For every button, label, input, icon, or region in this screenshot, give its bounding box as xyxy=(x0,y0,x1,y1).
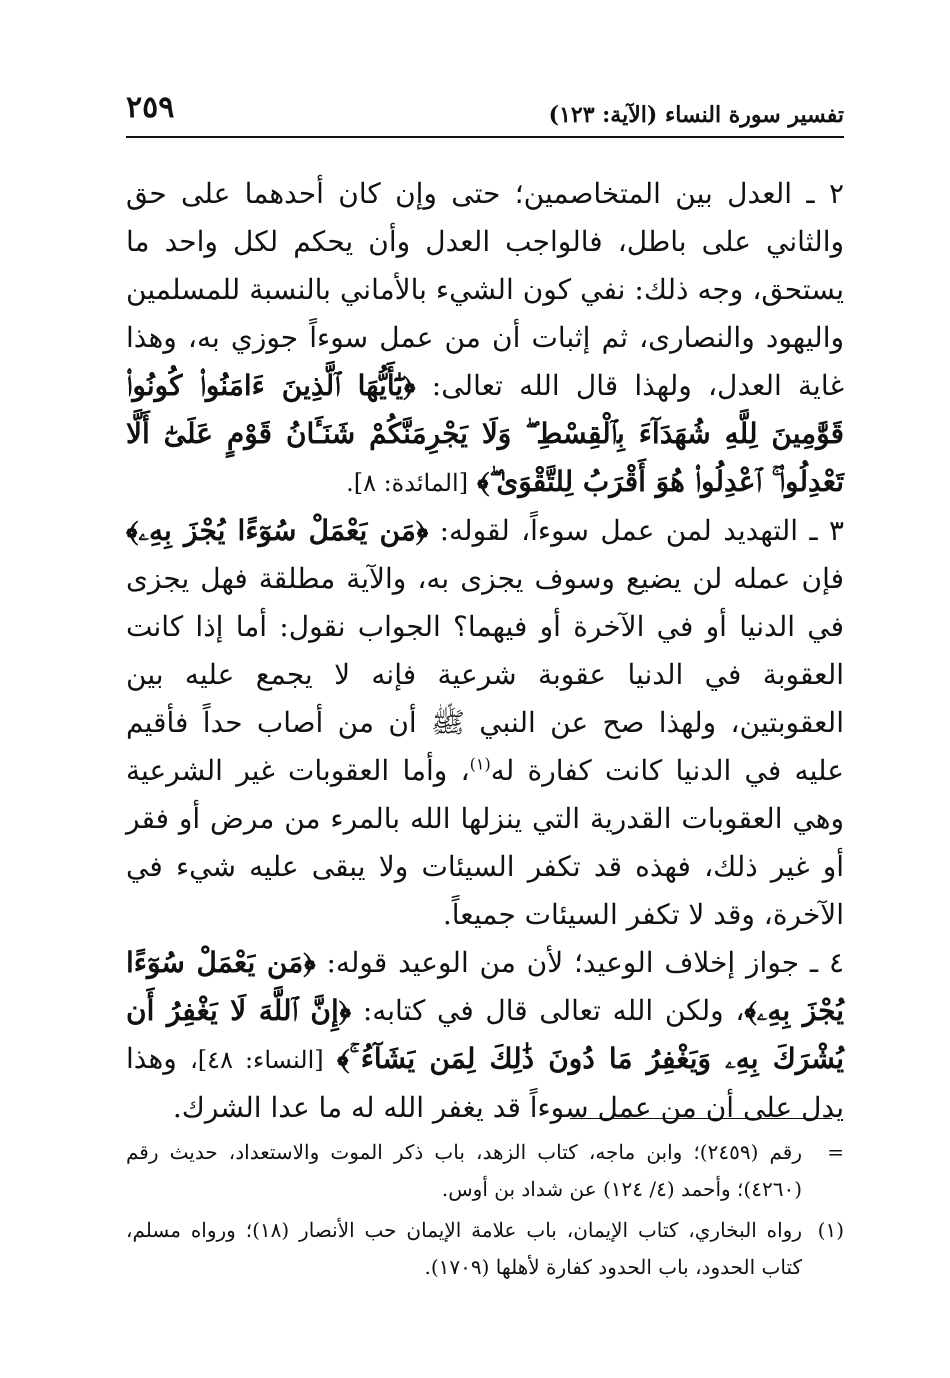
paragraph-text: ٢ ـ العدل بين المتخاصمين؛ حتى وإن كان أحدهما على حق والثاني على باطل، فالواجب العدل وأن يحكم لكل واحد ما يستحق، وجه ذلك: نفي كون الشيء بالأماني بالنسبة للمسلمين واليهود والنصارى، ثم إثبات أن من عمل سوءاً جوزي به، وهذا غاية العدل، ولهذا قال الله تعالى: xyxy=(126,177,845,402)
paragraph-4 xyxy=(126,939,844,1132)
quran-verse: ﴿مَن يَعْمَلْ سُوٓءًا يُجْزَ بِهِۦ﴾ xyxy=(126,946,845,1027)
footnote-marker: = xyxy=(827,1140,844,1164)
paragraph-text: ٣ ـ التهديد لمن عمل سوءاً، لقوله: xyxy=(439,514,844,547)
header-rule xyxy=(126,136,844,138)
footnotes xyxy=(126,1134,844,1290)
footnote-marker: (١) xyxy=(817,1218,844,1242)
main-text xyxy=(126,170,844,1132)
paragraph-text: ، ولكن الله تعالى قال في كتابه: xyxy=(362,994,745,1027)
footnote-reference[interactable]: (١) xyxy=(469,754,491,774)
footnote-continued xyxy=(126,1134,844,1208)
footnote-text: رقم (٢٤٥٩)؛ وابن ماجه، كتاب الزهد، باب ذكر الموت والاستعداد، حديث رقم (٤٢٦٠)؛ وأحمد (٤/ ١٢٤) عن شداد بن أوس. xyxy=(126,1140,802,1201)
paragraph-text: ، وأما العقوبات غير الشرعية وهي العقوبات القدرية التي ينزلها الله بالمرء من مرض أو فقر أو غير ذلك، فهذه قد تكفر السيئات ولا يبقى عليه شيء في الآخرة، وقد لا تكفر السيئات جميعاً. xyxy=(126,754,844,931)
paragraph-text: فإن عمله لن يضيع وسوف يجزى به، والآية مطلقة فهل يجزى في الدنيا أو في الآخرة أو فيهما؟ الجواب نقول: أما إذا كانت العقوبة في الدنيا عقوبة شرعية فإنه لا يجمع عليه بين العقوبتين، ولهذا صح عن النبي ﷺ أن من أصاب حداً فأقيم عليه في الدنيا كانت كفارة له xyxy=(126,562,845,787)
running-title: تفسير سورة النساء (الآية: ١٢٣) xyxy=(548,102,844,128)
paragraph-text: ٤ ـ جواز إخلاف الوعيد؛ لأن من الوعيد قوله: xyxy=(326,946,844,979)
page-number: ٢٥٩ xyxy=(126,90,175,125)
verse-reference: [النساء: ٤٨]، xyxy=(190,1046,324,1074)
quran-verse: ﴿إِنَّ ٱللَّهَ لَا يَغْفِرُ أَن يُشْرَكَ بِهِۦ وَيَغْفِرُ مَا دُونَ ذَٰلِكَ لِمَن يَشَآءُ ۚ﴾ xyxy=(126,994,845,1075)
footnote-text: رواه البخاري، كتاب الإيمان، باب علامة الإيمان حب الأنصار (١٨)؛ ورواه مسلم، كتاب الحدود، باب الحدود كفارة لأهلها (١٧٠٩). xyxy=(126,1218,802,1279)
page-header xyxy=(126,88,844,138)
quran-verse: ﴿مَن يَعْمَلْ سُوٓءًا يُجْزَ بِهِۦ﴾ xyxy=(126,514,429,547)
footnote-1 xyxy=(126,1212,844,1286)
quran-verse: ﴿يَٰٓأَيُّهَا ٱلَّذِينَ ءَامَنُوا۟ كُونُوا۟ قَوَّٰمِينَ لِلَّهِ شُهَدَآءَ بِٱلْقِسْطِ ۖ وَلَا يَجْرِمَنَّكُمْ شَنَـَٔانُ قَوْمٍ عَلَىٰٓ أَلَّا تَعْدِلُوا۟ ۚ ٱعْدِلُوا۟ هُوَ أَقْرَبُ لِلتَّقْوَىٰ ۖ﴾ xyxy=(126,369,844,498)
paragraph-text: وهذا يدل على أن من عمل سوءاً قد يغفر الله له ما عدا الشرك. xyxy=(126,1042,844,1124)
footnote-separator xyxy=(570,1118,832,1119)
paragraph-3 xyxy=(126,507,844,939)
verse-reference: [المائدة: ٨]. xyxy=(346,469,469,497)
paragraph-2 xyxy=(126,170,844,507)
